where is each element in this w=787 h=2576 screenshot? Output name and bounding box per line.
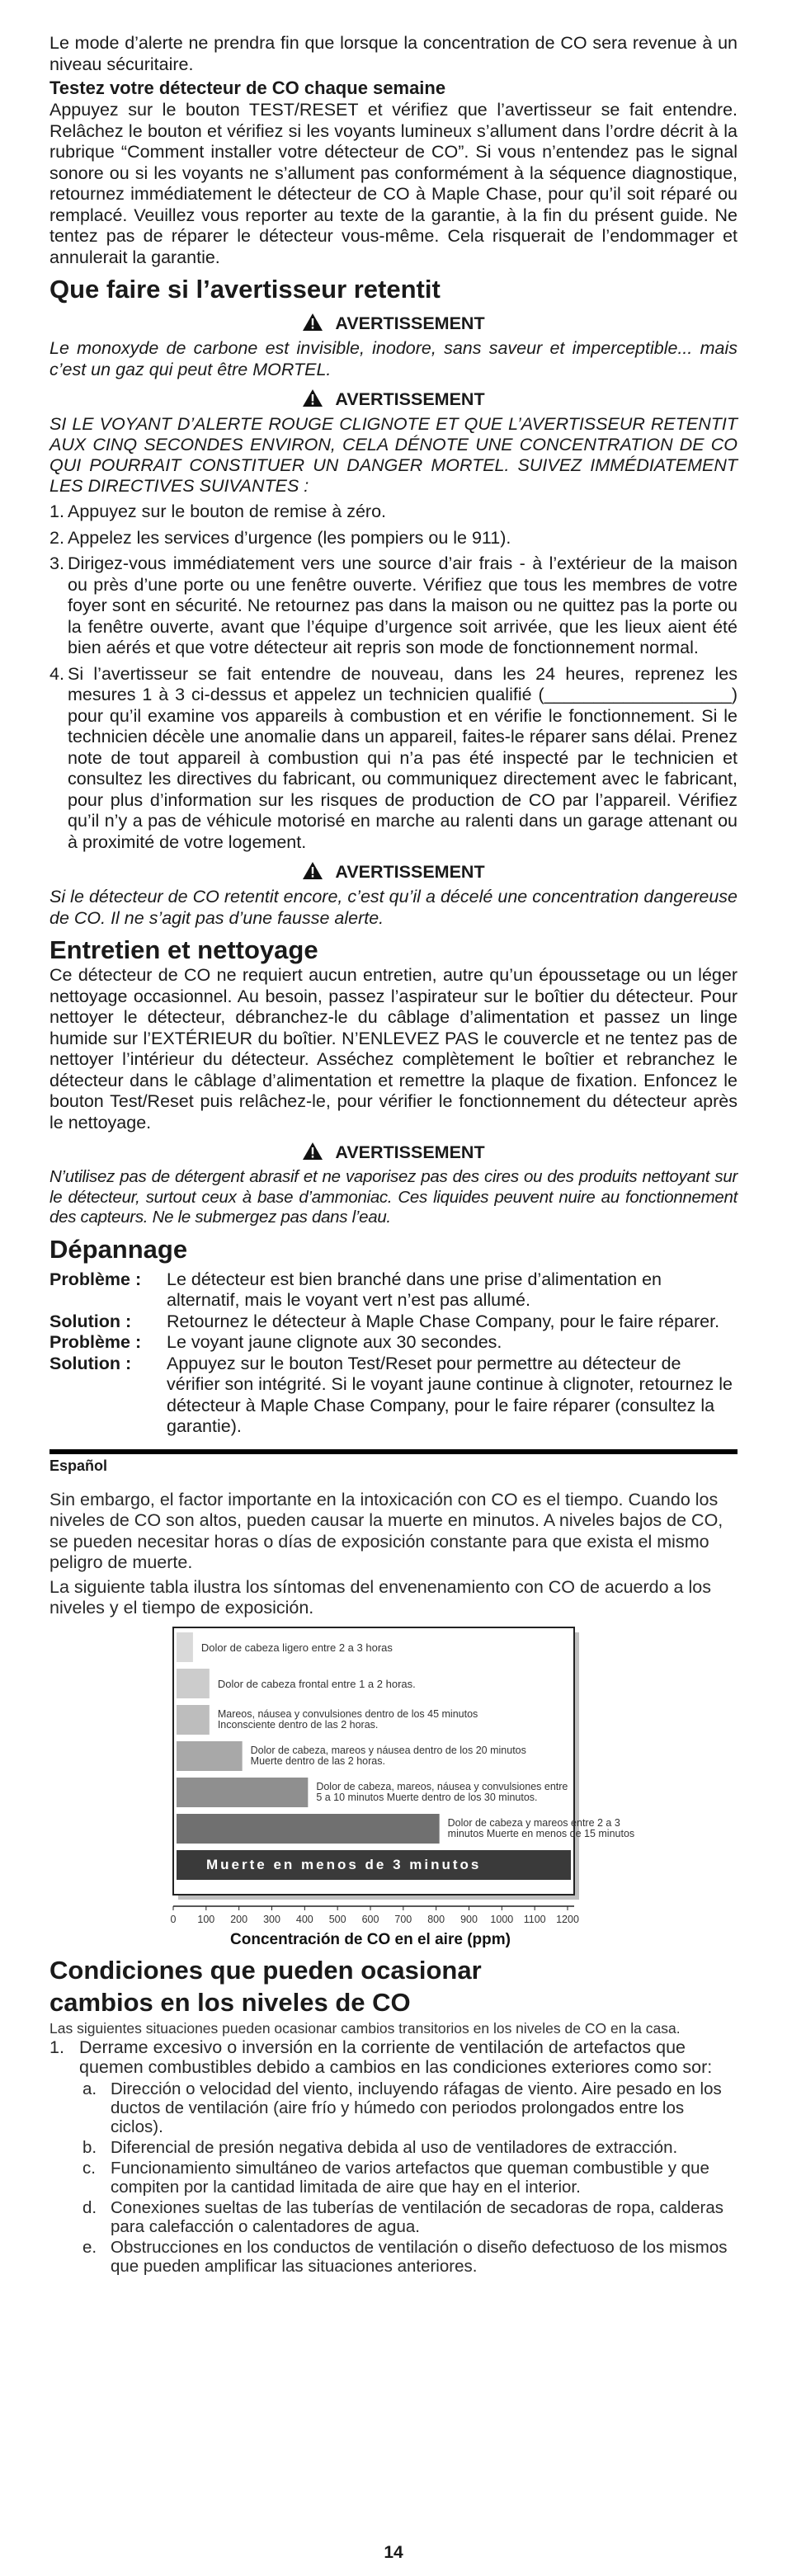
espanol-paragraph-2: La siguiente tabla ilustra los síntomas del envenenamiento con CO de acuerdo a los niveles y el tiempo de exposición. <box>49 1576 711 1618</box>
chart-bar-label: Muerte dentro de las 2 horas. <box>250 1754 385 1767</box>
chart-x-tick-label: 300 <box>263 1913 280 1925</box>
warning-triangle-icon <box>302 313 323 338</box>
chart-x-tick-label: 100 <box>197 1913 215 1925</box>
chart-bar-label: Muerte en menos de 3 minutos <box>206 1856 482 1872</box>
chart-x-tick-label: 600 <box>361 1913 379 1925</box>
conditions-heading-line-1: Condiciones que pueden ocasionar <box>49 1955 482 1985</box>
chart-bar-label: minutos Muerte en menos de 15 minutos <box>447 1827 635 1839</box>
warning-text-3: Si le détecteur de CO retentit encore, c’est qu’il a décelé une concentration dangereuse de CO. Il ne s’agit pas d’une fausse alerte. <box>49 887 738 928</box>
chart-bar <box>177 1669 210 1698</box>
warning-header-4 <box>49 1140 738 1167</box>
chart-bar <box>177 1705 210 1735</box>
list-item: c. Funcionamiento simultáneo de varios artefactos que queman combustible y que compiten por la cantidad limitada de aire que hay en el interior. <box>82 2158 709 2197</box>
warning-triangle-icon <box>302 861 323 887</box>
warning-label: AVERTISSEMENT <box>335 1142 485 1162</box>
chart-bar <box>177 1632 193 1662</box>
table-row: Solution : Appuyez sur le bouton Test/Reset pour permettre au détecteur de vérifier son intégrité. Si le voyant jaune continue à clignoter, retournez le détecteur à Maple Chase Company, pour le faire réparer (consultez la garantie). <box>49 1353 733 1436</box>
chart-x-tick-label: 800 <box>427 1913 445 1925</box>
list-item: b. Diferencial de presión negativa debida al uso de ventiladores de extracción. <box>82 2137 678 2157</box>
chart-x-tick-label: 1100 <box>523 1913 546 1925</box>
chart-bar-label: Dolor de cabeza frontal entre 1 a 2 horas. <box>217 1677 416 1690</box>
chart-bar-label: 5 a 10 minutos Muerte dentro de los 30 minutos. <box>316 1791 538 1803</box>
warning-text-2: SI LE VOYANT D’ALERTE ROUGE CLIGNOTE ET QUE L’AVERTISSEUR RETENTIT AUX CINQ SECONDES ENVIRON, CELA DÉNOTE UNE CONCENTRATION DE CO QUI POURRAIT CONSTITUER UN DANGER MORTEL. SUIVEZ IMMÉDIATEMENT LES DIRECTIVES SUIVANTES : <box>49 414 738 496</box>
alarm-steps-list <box>49 502 738 853</box>
list-item: 4. Si l’avertisseur se fait entendre de nouveau, dans les 24 heures, reprenez les mesures 1 à 3 ci-dessus et appelez un technicien qualifié (___________________) pour qu’il examine vos appareils à combustion et en vérifie le fonctionnement. Si le technicien décèle une anomalie dans un appareil, faites-le réparer sans délai. Prenez note de tout appareil à combustion qui n’a pas été inspecté par le technicien et consultez les directives du fabricant, ou communiquez directement avec le fabricant, pour plus d’information sur les risques de production de CO par l’appareil. Vérifiez qu’il n’y a pas de véhicule motorisé en marche au ralenti dans un garage attenant ou à proximité de votre logement. <box>49 663 738 852</box>
chart-x-tick-label: 400 <box>295 1913 313 1925</box>
conditions-note: Las siguientes situaciones pueden ocasionar cambios transitorios en los niveles de CO en la casa. <box>49 2019 681 2037</box>
espanol-paragraph-1: Sin embargo, el factor importante en la intoxicación con CO es el tiempo. Cuando los niveles de CO son altos, pueden causar la muerte en minutos. A niveles bajos de CO, se pueden necesitar horas o días de exposición constante para que exista el mismo peligro de muerte. <box>49 1489 723 1572</box>
espanol-section-divider <box>49 1449 738 1475</box>
test-heading: Testez votre détecteur de CO chaque semaine <box>49 78 446 98</box>
warning-header-2 <box>49 387 738 414</box>
list-item: a. Dirección o velocidad del viento, incluyendo ráfagas de viento. Aire pesado en los ductos de ventilación (aire frío y húmedo con periodos prolongados entre los ciclos). <box>82 2079 722 2136</box>
warning-header-1 <box>49 311 738 338</box>
co-symptoms-chart <box>49 1626 738 1952</box>
troubleshooting-table <box>49 1269 738 1438</box>
intro-paragraph: Le mode d’alerte ne prendra fin que lorsque la concentration de CO sera revenue à un niveau sécuritaire. <box>49 33 738 74</box>
warning-label: AVERTISSEMENT <box>335 313 485 333</box>
chart-bar <box>177 1741 243 1771</box>
chart-bar-label: Dolor de cabeza, mareos y náusea dentro de los 20 minutos <box>250 1744 526 1756</box>
list-item: 1. Appuyez sur le bouton de remise à zéro. <box>49 502 387 521</box>
warning-header-3 <box>49 859 738 887</box>
table-row: Solution : Retournez le détecteur à Maple Chase Company, pour le faire réparer. <box>49 1311 720 1331</box>
alarm-heading: Que faire si l’avertisseur retentit <box>49 275 441 304</box>
conditions-heading-line-2: cambios en los niveles de CO <box>49 1987 411 2017</box>
chart-bar-label: Dolor de cabeza y mareos entre 2 a 3 <box>447 1816 620 1829</box>
chart-x-tick-label: 1000 <box>490 1913 514 1925</box>
table-row: Problème : Le voyant jaune clignote aux 30 secondes. <box>49 1332 502 1352</box>
co-symptoms-chart-svg <box>49 1626 738 1952</box>
chart-x-tick-label: 1200 <box>556 1913 579 1925</box>
list-item: 1. Derrame excesivo o inversión en la corriente de ventilación de artefactos que quemen combustibles debido a cambios en las condiciones exteriores como sor: <box>49 2037 713 2077</box>
chart-x-tick-label: 200 <box>230 1913 248 1925</box>
warning-triangle-icon <box>302 389 323 414</box>
warning-label: AVERTISSEMENT <box>335 389 485 409</box>
conditions-list <box>49 2037 738 2276</box>
chart-x-tick-label: 500 <box>328 1913 346 1925</box>
troubleshooting-heading: Dépannage <box>49 1234 188 1264</box>
chart-bar-label: Dolor de cabeza ligero entre 2 a 3 horas <box>200 1641 393 1654</box>
list-item: 2. Appelez les services d’urgence (les pompiers ou le 911). <box>49 527 511 548</box>
chart-bar <box>177 1814 440 1844</box>
chart-x-tick-label: 900 <box>460 1913 478 1925</box>
espanol-label: Español <box>49 1457 108 1474</box>
table-row: Problème : Le détecteur est bien branché dans une prise d’alimentation en alternatif, mais le voyant vert n’est pas allumé. <box>49 1269 662 1310</box>
list-item: e. Obstrucciones en los conductos de ventilación o diseño defectuoso de los mismos que pueden amplificar las situaciones anteriores. <box>82 2237 728 2276</box>
maintenance-body: Ce détecteur de CO ne requiert aucun entretien, autre qu’un époussetage ou un léger nettoyage occasionnel. Au besoin, passez l’aspirateur sur le boîtier du détecteur. Pour nettoyer le détecteur, débranchez-le du câblage d’alimentation et passez un linge humide sur l’EXTÉRIEUR du boîtier. N’ENLEVEZ PAS le couvercle et ne tentez pas de nettoyer l’intérieur du détecteur. Asséchez complètement le boîtier et rebranchez le détecteur dans le câblage d’alimentation et remettre la plaque de fixation. Enfoncez le bouton Test/Reset puis relâchez-le, pour vérifier le fonctionnement du détecteur après le nettoyage. <box>49 965 738 1133</box>
chart-bar <box>177 1778 308 1807</box>
list-item: 3. Dirigez-vous immédiatement vers une source d’air frais - à l’extérieur de la maison ou près d’une porte ou une fenêtre ouverte. Vérifiez que tous les membres de votre foyer sont en sécurité. Ne retournez pas dans la maison ou ne quittez pas la porte ou la fenêtre ouverte, avant que l’équipe d’urgence soit arrivée, que les lieux aient été bien aérés et que votre détecteur ait repris son mode de fonctionnement normal. <box>49 553 738 657</box>
warning-label: AVERTISSEMENT <box>335 862 485 882</box>
chart-x-tick-label: 700 <box>394 1913 412 1925</box>
maintenance-heading: Entretien et nettoyage <box>49 935 318 964</box>
chart-x-tick-label: 0 <box>170 1913 177 1925</box>
chart-x-axis-label: Concentración de CO en el aire (ppm) <box>230 1930 511 1948</box>
chart-bar-label: Mareos, náusea y convulsiones dentro de los 45 minutos <box>217 1707 478 1720</box>
page-number: 14 <box>384 2543 403 2562</box>
test-body: Appuyez sur le bouton TEST/RESET et vérifiez que l’avertisseur se fait entendre. Relâchez le bouton et vérifiez si les voyants lumineux s’allument dans l’ordre décrit à la rubrique “Comment installer votre détecteur de CO”. Si vous n’entendez pas le signal sonore ou si les voyants ne s’allument pas conformément à la séquence diagnostique, retournez immédiatement le détecteur de CO à Maple Chase, pour qu’il soit réparé ou remplacé. Veuillez vous reporter au texte de la garantie, à la fin du présent guide. Ne tentez pas de réparer le détecteur vous-même. Cela risquerait de l’endommager et annulerait la garantie. <box>49 100 738 267</box>
list-item: d. Conexiones sueltas de las tuberías de ventilación de secadoras de ropa, calderas para calefacción o calentadores de agua. <box>82 2197 724 2236</box>
maintenance-warning: N’utilisez pas de détergent abrasif et ne vaporisez pas des cires ou des produits nettoyant sur le détecteur, surtout ceux à base d’ammoniac. Ces liquides peuvent nuire au fonctionnement des capteurs. Ne le submergez pas dans l’eau. <box>49 1167 738 1227</box>
chart-bar-label: Inconsciente dentro de las 2 horas. <box>217 1718 379 1731</box>
warning-text-1: Le monoxyde de carbone est invisible, inodore, sans saveur et imperceptible... mais c’est un gaz qui peut être MORTEL. <box>49 338 738 379</box>
warning-triangle-icon <box>302 1142 323 1167</box>
chart-bar-label: Dolor de cabeza, mareos, náusea y convulsiones entre <box>316 1780 568 1792</box>
